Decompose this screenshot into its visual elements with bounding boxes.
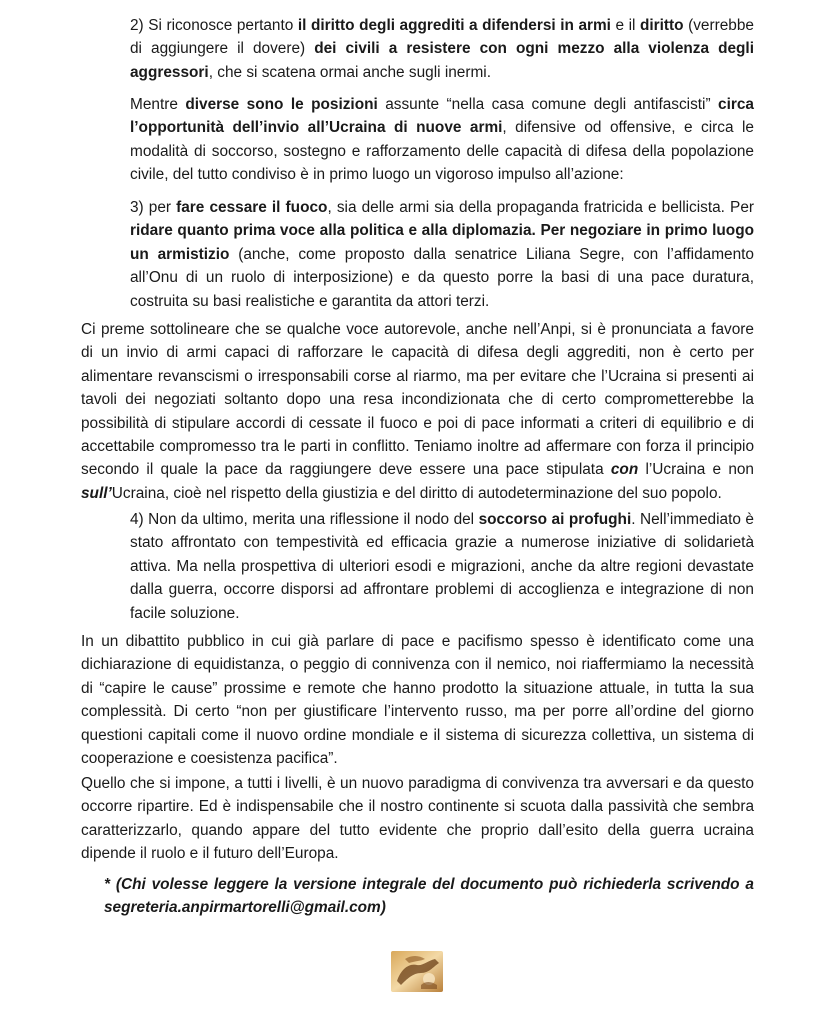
text: Quello che si impone, a tutti i livelli, è un nuovo paradigma di convivenza tra avversari e da questo occorre ripartire. Ed è indispensabile che il nostro continente si scuota dalla passività che sembra caratterizzarlo, quando appare del tutto evidente che proprio dall’esito della guerra ucraina dipende il ruolo e il futuro dell’Europa. — [81, 775, 754, 863]
bold-text: diritto — [639, 17, 684, 34]
paragraph-conclusion — [81, 772, 754, 866]
text: , difensive od offensive, e circa le modalità di soccorso, sostegno e rafforzamento delle capacità di difesa della popolazione civile, del tutto condiviso è in primo luogo un vigoroso impulso all’azione: — [130, 119, 754, 184]
text: assunte “nella casa comune degli antifascisti” — [377, 96, 719, 113]
text: 2) Si riconosce pertanto — [130, 17, 298, 34]
paragraph-point-3 — [130, 196, 754, 313]
text: In un dibattito pubblico in cui già parlare di pace e pacifismo spesso è identificato come una dichiarazione di equidistanza, o peggio di connivenza con il nemico, noi riaffermiamo la necessità di “capire le cause” prossime e remote che hanno prodotto la situazione attuale, in tutta la sua complessità. Di certo “non per giustificare l’intervento russo, ma per porre all’ordine del giorno questioni capitali come il nuovo ordine mondiale e il sistema di sicurezza collettiva, un sistema di cooperazione e coesistenza pacifica”. — [81, 633, 754, 768]
text: 4) Non da ultimo, merita una riflessione il nodo del — [130, 511, 479, 528]
paragraph-public-debate — [81, 630, 754, 770]
bold-italic-text: sull’ — [81, 484, 112, 502]
bold-text: ridare quanto prima voce alla politica e alla diplomazia. Per negoziare in primo luogo un armistizio — [130, 222, 754, 263]
text: l’Ucraina e non — [638, 461, 754, 479]
text: Ucraina, cioè nel rispetto della giustizia e del diritto di autodeterminazione del suo popolo. — [111, 484, 722, 502]
text: . Nell’immediato è stato affrontato con tempestività ed efficacia grazie a numerose iniziative di solidarietà attiva. Ma nella prospettiva di ulteriori esodi e migrazioni, anche da altre regioni devastate dalla guerra, occorre disporsi ad affrontare problemi di accoglienza e integrazione di non facile soluzione. — [130, 511, 754, 622]
text: e il — [610, 17, 640, 34]
paragraph-anpi-weapons — [81, 318, 754, 505]
footnote-text: * (Chi volesse leggere la versione integrale del documento può richiederla scrivendo a segreteria.anpirmartorelli@gmail.com) — [104, 876, 754, 917]
footnote — [104, 873, 754, 920]
bold-text: diverse sono le posizioni — [185, 96, 378, 113]
bold-text: soccorso ai profughi — [478, 511, 632, 528]
anpi-emblem-icon — [391, 951, 443, 992]
bold-text: fare cessare il fuoco — [176, 199, 328, 216]
text: Ci preme sottolineare che se qualche voce autorevole, anche nell’Anpi, si è pronunciata a favore di un invio di armi capaci di rafforzare le capacità di difesa degli aggrediti, non è certo per alimentare revanscismi o irresponsabili corse al riarmo, ma per evitare che l’Ucraina si presenti ai tavoli dei negoziati soltanto dopo una resa incondizionata che di certo comprometterebbe la possibilità di stipulare accordi di cessate il fuoco e poi di pace informati a criteri di equilibrio e di accettabile compromesso tra le parti in conflitto. Teniamo inoltre ad affermare con forza il principio secondo il quale la pace da raggiungere deve essere una pace stipulata — [81, 321, 754, 479]
text: , che si scatena ormai anche sugli inermi. — [208, 63, 491, 81]
bold-text: circa l’opportunità dell’invio all’Ucraina di nuove armi — [130, 96, 754, 137]
bold-text: dei civili a resistere con ogni mezzo alla violenza degli aggressori — [130, 40, 754, 81]
paragraph-point-2 — [130, 14, 754, 84]
paragraph-point-4 — [130, 508, 754, 625]
text: , sia delle armi sia della propaganda fratricida e bellicista. Per — [327, 199, 754, 216]
paragraph-positions — [130, 93, 754, 187]
text: (verrebbe di aggiungere il dovere) — [130, 17, 754, 58]
text: (anche, come proposto dalla senatrice Liliana Segre, con l’affidamento all’Onu di un ruolo di interposizione) e da questo porre la basi di una pace duratura, costruita su basi realistiche e garantita da attori terzi. — [130, 245, 754, 310]
bold-text: il diritto degli aggrediti a difendersi in armi — [297, 17, 611, 34]
text: 3) per — [130, 199, 177, 216]
text: Mentre — [130, 96, 186, 113]
bold-italic-text: con — [610, 461, 639, 479]
